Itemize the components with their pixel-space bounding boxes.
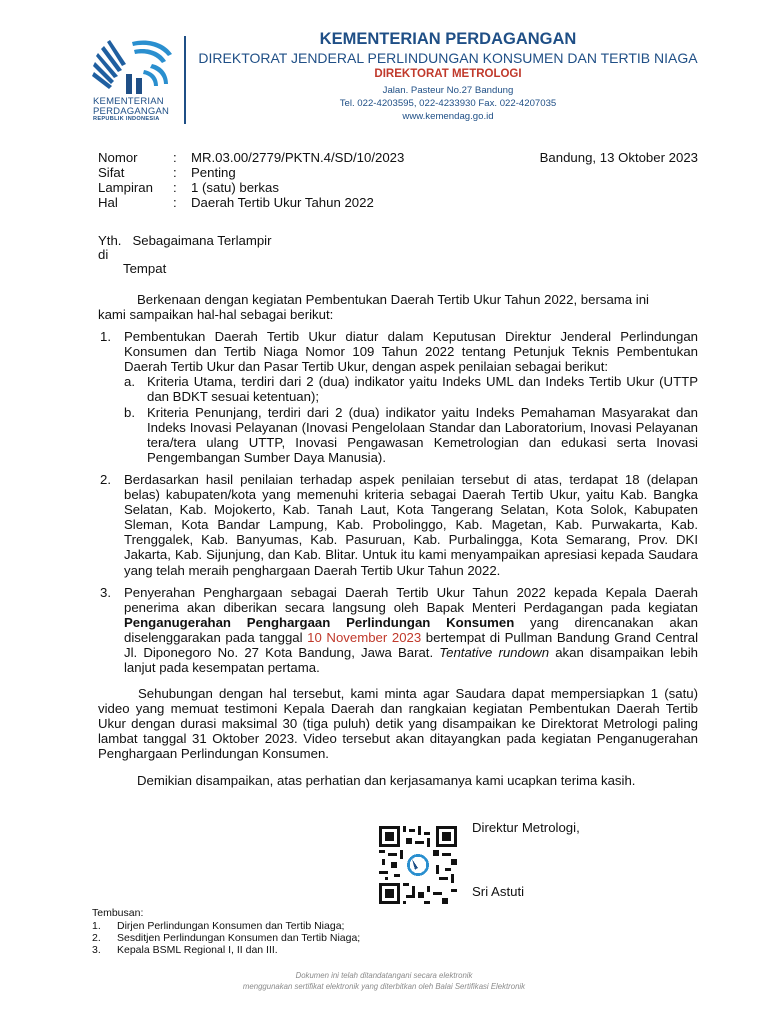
closing-paragraph-1: Sehubungan dengan hal tersebut, kami minta agar Saudara dapat mempersiapkan 1 (satu) video yang memuat testimoni Kepala Daerah dan rangkaian kegiatan Pembentukan Daerah Tertib Ukur dengan durasi maksimal 30 (tiga puluh) detik yang disampaikan ke Direktorat Metrologi paling lambat tanggal 31 Oktober 2023. Video tersebut akan ditayangkan pada kegiatan Penganugerahan Penghargaan Perlindungan Konsumen. (98, 686, 698, 762)
tembusan-item: Sesditjen Perlindungan Konsumen dan Tertib Niaga; (117, 932, 361, 944)
hal-value: Daerah Tertib Ukur Tahun 2022 (191, 195, 374, 210)
intro-line1: Berkenaan dengan kegiatan Pembentukan Daerah Tertib Ukur Tahun 2022, bersama ini (137, 292, 649, 307)
qr-code-icon (379, 826, 457, 904)
footer-line1: Dokumen ini telah ditandatangani secara elektronik (295, 971, 473, 980)
directorate-name: DIREKTORAT METROLOGI (374, 68, 522, 80)
item2-number: 2. (100, 472, 111, 487)
sifat-label: Sifat (98, 165, 125, 180)
nomor-value: MR.03.00/2779/PKTN.4/SD/10/2023 (191, 150, 405, 165)
footer-line2: menggunakan sertifikat elektronik yang diterbitkan oleh Balai Sertifikasi Elektronik (242, 982, 526, 991)
addressee-tempat: Tempat (123, 261, 167, 276)
event-name: Penganugerahan Penghargaan Perlindungan Konsumen (124, 615, 515, 631)
office-address: Jalan. Pasteur No.27 Bandung (382, 85, 514, 96)
tembusan-item-number: 1. (92, 920, 101, 932)
letter-date: Bandung, 13 Oktober 2023 (539, 150, 698, 165)
tembusan-item: Dirjen Perlindungan Konsumen dan Tertib Niaga; (117, 920, 345, 932)
item1-b-text: Kriteria Penunjang, terdiri dari 2 (dua) indikator yaitu Indeks Pemahaman Masyarakat dan Indeks Inovasi Pelayanan (Inovasi Pengelolaan Standar dan Laboratorium, Inovasi Pelayanan tera/tera ulang UTTP, Inovasi Pengawasan Kemetrologian dan edukasi serta Inovasi Pengembangan Sumber Daya Manusia). (147, 405, 698, 466)
item1-b-letter: b. (124, 405, 135, 420)
lampiran-label: Lampiran (98, 180, 153, 195)
addressee-yth: Yth. Sebagaimana Terlampir (98, 233, 272, 248)
sifat-value: Penting (191, 165, 236, 180)
item3-text-c: bertempat di Pullman Bandung Grand Central Jl. Diponegoro No. 27 Kota Bandung, Jawa Barat. (124, 630, 699, 661)
office-phone: Tel. 022-4203595, 022-4233930 Fax. 022-4207035 (339, 98, 557, 109)
item1-a-text: Kriteria Utama, terdiri dari 2 (dua) indikator yaitu Indeks UML dan Indeks Tertib Ukur (UTTP dan BDKT sesuai ketentuan); (147, 374, 698, 405)
item3-text-b: yang direncanakan akan diselenggarakan pada tanggal (124, 615, 699, 646)
lampiran-colon: : (173, 180, 177, 195)
signer-title: Direktur Metrologi, (472, 820, 580, 835)
logo-text-line2: PERDAGANGAN (93, 106, 170, 117)
item1-a-letter: a. (124, 374, 135, 389)
item3-text (124, 585, 698, 676)
tembusan-label: Tembusan: (92, 907, 144, 919)
item2-text: Berdasarkan hasil penilaian terhadap aspek penilaian tersebut di atas, terdapat 18 (delapan belas) kabupaten/kota yang memenuhi kriteria sebagai Daerah Tertib Ukur, yaitu Kab. Bangka Selatan, Kab. Mojokerto, Kab. Tanah Laut, Kota Tangerang Selatan, Kota Solok, Kabupaten Sleman, Kota Bandar Lampung, Kab. Probolinggo, Kab. Magetan, Kab. Purwakarta, Kab. Trenggalek, Kab. Banyumas, Kab. Pasuruan, Kab. Purbalingga, Kota Semarang, Prov. DKI Jakarta, Kab. Sijunjung, dan Kab. Blitar. Untuk itu kami menyampaikan apresiasi kepada Saudara yang telah meraih penghargaan Daerah Tertib Ukur Tahun 2022. (124, 472, 698, 578)
item1-number: 1. (100, 329, 111, 344)
tembusan-item-number: 3. (92, 944, 101, 956)
tentative-rundown: Tentative rundown (439, 645, 550, 661)
event-date: 10 November 2023 (307, 630, 422, 646)
ministry-name: KEMENTERIAN PERDAGANGAN (319, 30, 577, 48)
item3-number: 3. (100, 585, 111, 600)
intro-line2: kami sampaikan hal-hal sebagai berikut: (98, 307, 334, 322)
hal-colon: : (173, 195, 177, 210)
item1-text: Pembentukan Daerah Tertib Ukur diatur dalam Keputusan Direktur Jenderal Perlindungan Konsumen dan Tertib Niaga Nomor 109 Tahun 2022 tentang Petunjuk Teknis Pembentukan Daerah Tertib Ukur dan Pasar Tertib Ukur, dengan aspek penilaian sebagai berikut: (124, 329, 698, 375)
hal-label: Hal (98, 195, 118, 210)
sifat-colon: : (173, 165, 177, 180)
header-divider (184, 36, 186, 124)
item3-text-d: akan disampaikan lebih lanjut pada kesempatan pertama. (124, 645, 698, 676)
directorate-general-name: DIREKTORAT JENDERAL PERLINDUNGAN KONSUMEN DAN TERTIB NIAGA (198, 50, 698, 66)
tembusan-item-number: 2. (92, 932, 101, 944)
addressee-di: di (98, 247, 109, 262)
closing-paragraph-2: Demikian disampaikan, atas perhatian dan kerjasamanya kami ucapkan terima kasih. (137, 773, 636, 788)
logo-text-line3: REPUBLIK INDONESIA (93, 116, 160, 122)
logo-text-line1: KEMENTERIAN (93, 96, 164, 107)
tembusan-item: Kepala BSML Regional I, II dan III. (117, 944, 278, 956)
office-website[interactable]: www.kemendag.go.id (402, 111, 494, 122)
lampiran-value: 1 (satu) berkas (191, 180, 279, 195)
nomor-colon: : (173, 150, 177, 165)
signer-name: Sri Astuti (472, 884, 525, 899)
nomor-label: Nomor (98, 150, 138, 165)
item3-text-a: Penyerahan Penghargaan sebagai Daerah Tertib Ukur Tahun 2022 kepada Kepala Daerah penerima akan diberikan secara langsung oleh Bapak Menteri Perdagangan pada kegiatan (124, 585, 698, 616)
